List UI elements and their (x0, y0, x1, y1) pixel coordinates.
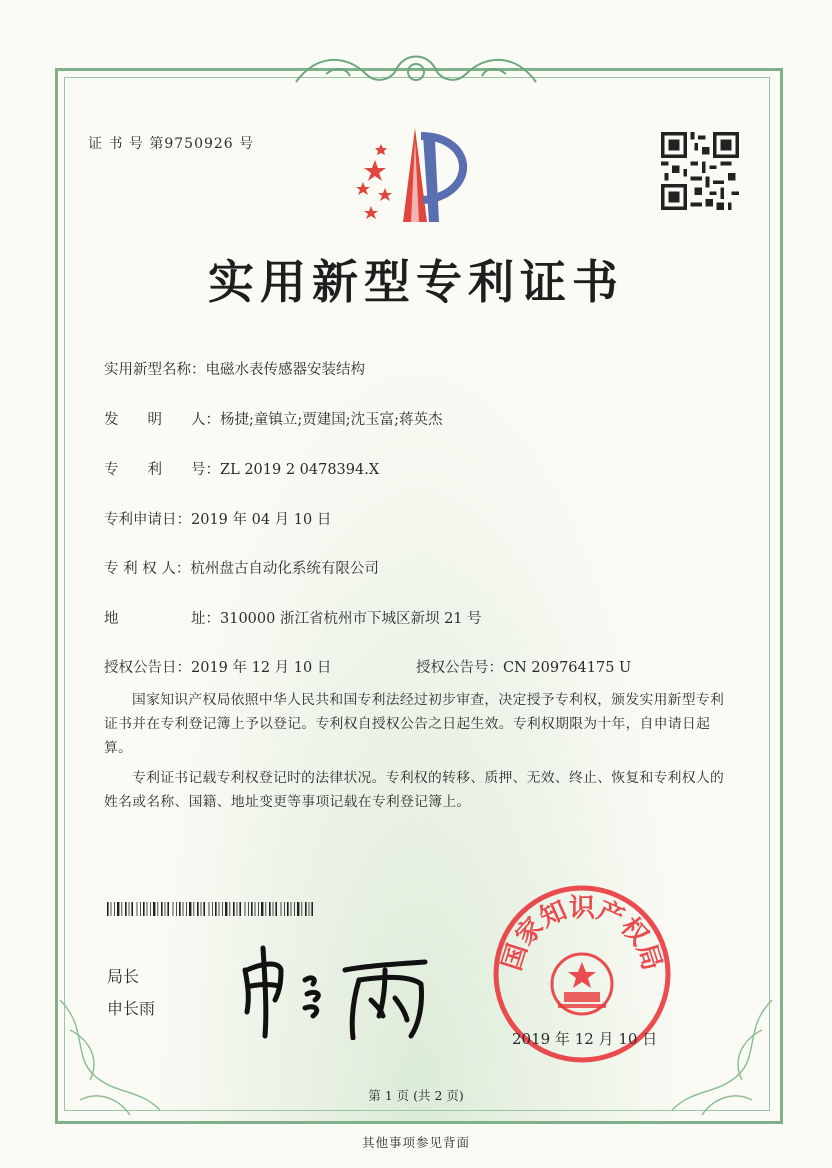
announcement-date-row (104, 656, 331, 677)
legal-status-paragraph: 专利证书记载专利权登记时的法律状况。专利权的转移、质押、无效、终止、恢复和专利权人的姓名或名称、国籍、地址变更等事项记载在专利登记簿上。 (104, 770, 725, 810)
filing-date-label: 专利申请日： (104, 512, 191, 528)
inventor-value: 杨捷;童镇立;贾建国;沈玉富;蒋英杰 (220, 412, 443, 428)
address-row (104, 607, 482, 628)
barcode-icon (107, 902, 317, 916)
patent-number-value: ZL 2019 2 0478394.X (220, 462, 380, 478)
top-ornament-icon (286, 44, 546, 94)
utility-model-name-value: 电磁水表传感器安装结构 (205, 362, 365, 378)
inventor-row (104, 408, 443, 429)
patentee-value: 杭州盘古自动化系统有限公司 (190, 561, 379, 577)
certificate-number: 证 书 号 第9750926 号 (88, 136, 255, 152)
page-number: 第 1 页 (共 2 页) (368, 1088, 464, 1103)
certificate-title: 实用新型专利证书 (208, 255, 624, 309)
director-title: 局长 (107, 967, 140, 986)
announcement-number-label: 授权公告号： (416, 660, 503, 676)
inventor-label: 发 明 人： (104, 412, 220, 428)
announcement-date-label: 授权公告日： (104, 660, 191, 676)
director-name: 申长雨 (107, 999, 156, 1018)
announcement-date-value: 2019 年 12 月 10 日 (191, 660, 332, 676)
patent-number-label: 专 利 号： (104, 462, 220, 478)
address-label: 地 址： (104, 611, 220, 627)
filing-date-value: 2019 年 04 月 10 日 (191, 512, 332, 528)
back-note: 其他事项参见背面 (361, 1135, 470, 1150)
director-signature-icon (235, 940, 435, 1040)
seal-text: 国家知识产权局 (497, 893, 667, 975)
patentee-row (104, 557, 379, 578)
qr-code-icon (661, 132, 739, 210)
grant-statement-paragraph: 国家知识产权局依照中华人民共和国专利法经过初步审查，决定授予专利权，颁发实用新型专利证书并在专利登记簿上予以登记。专利权自授权公告之日起生效。专利权期限为十年，自申请日起算。 (104, 692, 725, 756)
announcement-number-value: CN 209764175 U (503, 660, 632, 676)
filing-date-row (104, 508, 331, 529)
patentee-label: 专 利 权 人： (104, 561, 191, 577)
announcement-number-row (416, 656, 631, 677)
utility-model-name-label: 实用新型名称： (104, 362, 206, 378)
patent-office-logo-icon (345, 126, 485, 226)
address-value: 310000 浙江省杭州市下城区新坝 21 号 (220, 611, 482, 627)
utility-model-name-row (104, 358, 365, 379)
patent-number-row (104, 458, 379, 479)
seal-date: 2019 年 12 月 10 日 (512, 1030, 658, 1048)
